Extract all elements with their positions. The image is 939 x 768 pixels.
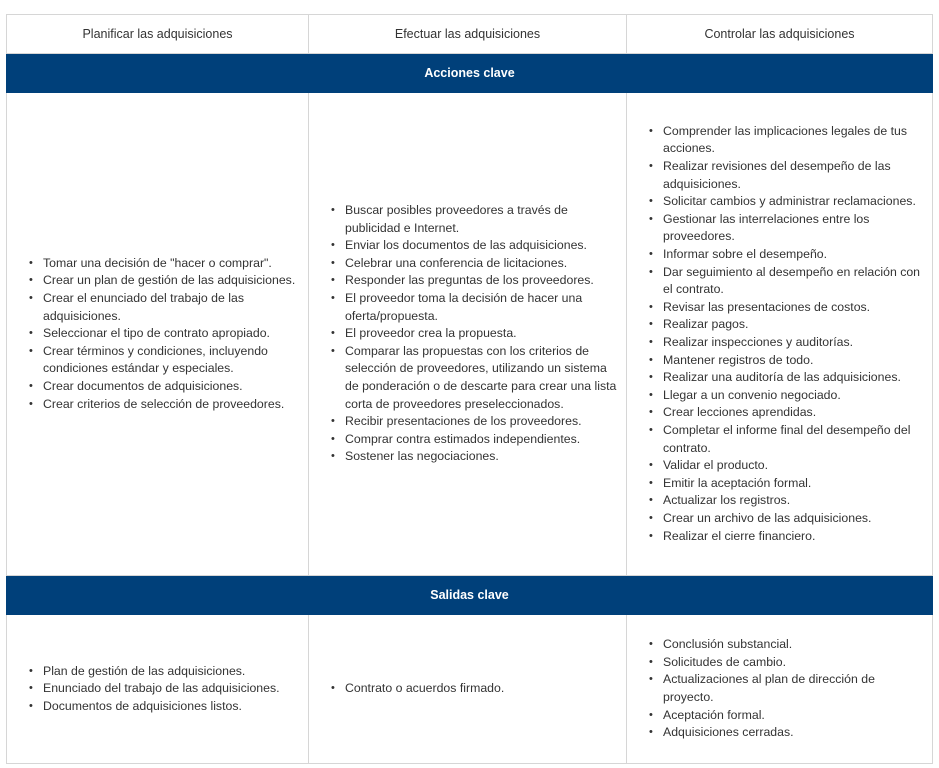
list-item: • Seleccionar el tipo de contrato apropiado. xyxy=(43,325,302,343)
actions-cell-control xyxy=(627,93,933,576)
outputs-cell-conduct xyxy=(309,615,627,764)
list-item: • Sostener las negociaciones. xyxy=(345,448,620,466)
list-item: • Mantener registros de todo. xyxy=(663,352,926,370)
list-item: • Conclusión substancial. xyxy=(663,636,926,654)
list-item: • Llegar a un convenio negociado. xyxy=(663,387,926,405)
column-header-row xyxy=(7,15,933,54)
actions-cell-conduct xyxy=(309,93,627,576)
list-item: • Realizar revisiones del desempeño de las adquisiciones. xyxy=(663,158,926,193)
list-item: • Crear términos y condiciones, incluyendo condiciones estándar y especiales. xyxy=(43,343,302,378)
outputs-list-plan xyxy=(29,663,302,716)
list-item: • Emitir la aceptación formal. xyxy=(663,475,926,493)
actions-cell-plan xyxy=(7,93,309,576)
list-item: • Validar el producto. xyxy=(663,457,926,475)
column-header-control: Controlar las adquisiciones xyxy=(627,15,933,54)
actions-list-plan xyxy=(29,255,302,413)
list-item: • Solicitudes de cambio. xyxy=(663,654,926,672)
actions-row xyxy=(7,93,933,576)
section-title-outputs: Salidas clave xyxy=(7,576,933,615)
list-item: • Adquisiciones cerradas. xyxy=(663,724,926,742)
list-item: • Contrato o acuerdos firmado. xyxy=(345,680,620,698)
list-item: • Crear el enunciado del trabajo de las adquisiciones. xyxy=(43,290,302,325)
list-item: • Celebrar una conferencia de licitaciones. xyxy=(345,255,620,273)
list-item: • Crear un archivo de las adquisiciones. xyxy=(663,510,926,528)
list-item: • El proveedor crea la propuesta. xyxy=(345,325,620,343)
list-item: • El proveedor toma la decisión de hacer una oferta/propuesta. xyxy=(345,290,620,325)
list-item: • Realizar inspecciones y auditorías. xyxy=(663,334,926,352)
list-item: • Comprender las implicaciones legales de tus acciones. xyxy=(663,123,926,158)
list-item: • Plan de gestión de las adquisiciones. xyxy=(43,663,302,681)
list-item: • Comparar las propuestas con los criterios de selección de proveedores, utilizando un sistema de ponderación o de descarte para crear una lista corta de proveedores preseleccionados. xyxy=(345,343,620,413)
section-title-actions: Acciones clave xyxy=(7,54,933,93)
list-item: • Completar el informe final del desempeño del contrato. xyxy=(663,422,926,457)
list-item: • Realizar una auditoría de las adquisiciones. xyxy=(663,369,926,387)
procurement-table-container xyxy=(6,14,932,762)
column-header-plan: Planificar las adquisiciones xyxy=(7,15,309,54)
outputs-list-control xyxy=(649,636,926,742)
list-item: • Dar seguimiento al desempeño en relación con el contrato. xyxy=(663,264,926,299)
outputs-row xyxy=(7,615,933,764)
list-item: • Enviar los documentos de las adquisiciones. xyxy=(345,237,620,255)
list-item: • Revisar las presentaciones de costos. xyxy=(663,299,926,317)
list-item: • Actualizar los registros. xyxy=(663,492,926,510)
outputs-list-conduct xyxy=(331,680,620,698)
list-item: • Crear criterios de selección de proveedores. xyxy=(43,396,302,414)
list-item: • Comprar contra estimados independientes. xyxy=(345,431,620,449)
list-item: • Informar sobre el desempeño. xyxy=(663,246,926,264)
list-item: • Documentos de adquisiciones listos. xyxy=(43,698,302,716)
list-item: • Responder las preguntas de los proveedores. xyxy=(345,272,620,290)
list-item: • Crear un plan de gestión de las adquisiciones. xyxy=(43,272,302,290)
list-item: • Tomar una decisión de "hacer o comprar". xyxy=(43,255,302,273)
outputs-cell-control xyxy=(627,615,933,764)
section-band-actions xyxy=(7,54,933,93)
procurement-table xyxy=(6,14,933,764)
list-item: • Realizar el cierre financiero. xyxy=(663,528,926,546)
list-item: • Crear lecciones aprendidas. xyxy=(663,404,926,422)
list-item: • Enunciado del trabajo de las adquisiciones. xyxy=(43,680,302,698)
list-item: • Realizar pagos. xyxy=(663,316,926,334)
list-item: • Crear documentos de adquisiciones. xyxy=(43,378,302,396)
list-item: • Gestionar las interrelaciones entre los proveedores. xyxy=(663,211,926,246)
outputs-cell-plan xyxy=(7,615,309,764)
column-header-conduct: Efectuar las adquisiciones xyxy=(309,15,627,54)
list-item: • Recibir presentaciones de los proveedores. xyxy=(345,413,620,431)
list-item: • Solicitar cambios y administrar reclamaciones. xyxy=(663,193,926,211)
actions-list-control xyxy=(649,123,926,545)
actions-list-conduct xyxy=(331,202,620,466)
list-item: • Actualizaciones al plan de dirección de proyecto. xyxy=(663,671,926,706)
list-item: • Aceptación formal. xyxy=(663,707,926,725)
list-item: • Buscar posibles proveedores a través de publicidad e Internet. xyxy=(345,202,620,237)
section-band-outputs xyxy=(7,576,933,615)
